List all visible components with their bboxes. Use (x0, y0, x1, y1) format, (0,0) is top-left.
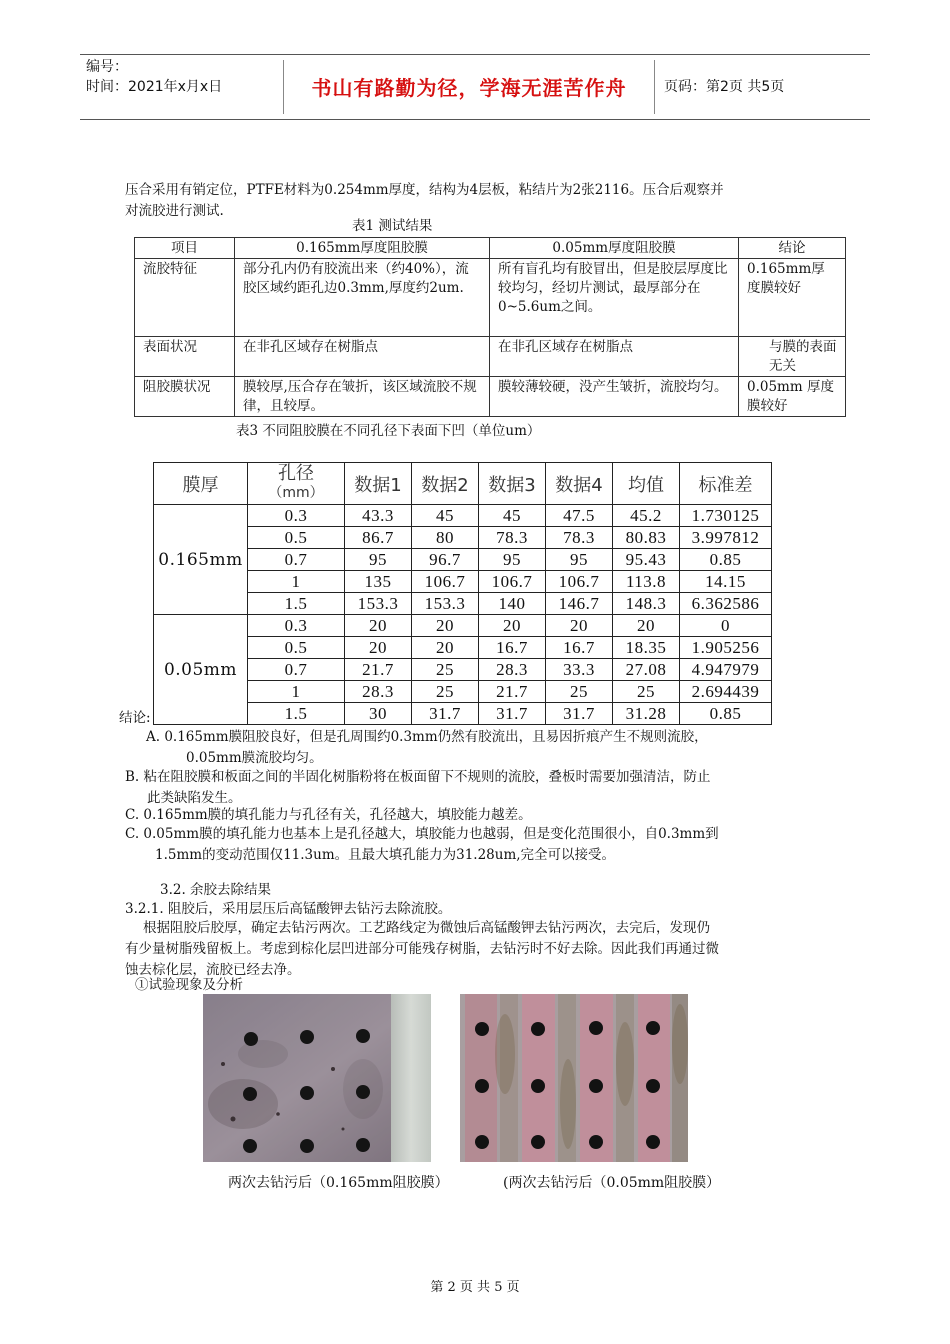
surface-dent-table (153, 462, 772, 725)
intro-line: 压合采用有销定位，PTFE材料为0.254mm厚度，结构为4层板，粘结片为2张2116。压合后观察并 (125, 182, 724, 198)
table-cell: 在非孔区域存在树脂点 (235, 337, 490, 377)
table-header-cell: 数据2 (412, 463, 479, 505)
page-footer: 第 2 页 共 5 页 (430, 1280, 520, 1295)
table-header-cell: 数据4 (546, 463, 613, 505)
table-cell: 95 (479, 549, 546, 571)
table-cell: 80 (412, 527, 479, 549)
table-row (154, 505, 772, 527)
intro-paragraph (125, 180, 865, 222)
table-cell: 在非孔区域存在树脂点 (490, 337, 739, 377)
table-cell: 6.362586 (680, 593, 772, 615)
table-cell: 表面状况 (135, 337, 235, 377)
body-line: 根据阻胶后胶厚，确定去钻污两次。工艺路线定为微蚀后高锰酸钾去钻污两次，去完后，发现仍 (143, 920, 710, 936)
table-cell: 20 (345, 615, 412, 637)
conclusion-b (125, 767, 865, 809)
photo-005mm-film (460, 994, 688, 1162)
table-cell: 28.3 (479, 659, 546, 681)
table-cell: 140 (479, 593, 546, 615)
caption-left: 两次去钻污后（0.165mm阻胶膜） (228, 1175, 449, 1191)
table-cell: 0.85 (680, 549, 772, 571)
table-cell: 106.7 (479, 571, 546, 593)
table-cell: 95 (345, 549, 412, 571)
body-line: 蚀去棕化层，流胶已经去净。 (125, 962, 301, 978)
table-cell: 14.15 (680, 571, 772, 593)
table-cell: 96.7 (412, 549, 479, 571)
table-cell: 16.7 (479, 637, 546, 659)
table-cell: 0.5 (248, 527, 345, 549)
table-header-cell: 膜厚 (154, 463, 248, 505)
table-cell: 95 (546, 549, 613, 571)
table-cell: 106.7 (412, 571, 479, 593)
table3-title: 表3 不同阻胶膜在不同孔径下表面下凹（单位um） (236, 423, 541, 439)
table-row (135, 337, 846, 377)
table-row (135, 377, 846, 417)
table-cell: 0.5 (248, 637, 345, 659)
table-cell: 20 (546, 615, 613, 637)
table-cell: 146.7 (546, 593, 613, 615)
table-cell: 80.83 (613, 527, 680, 549)
table-cell: 43.3 (345, 505, 412, 527)
conclusion-a (146, 727, 876, 769)
table-cell: 106.7 (546, 571, 613, 593)
table-cell: 95.43 (613, 549, 680, 571)
section-subheading: 3.2.1. 阻胶后，采用层压后高锰酸钾去钻污去除流胶。 (125, 901, 452, 917)
table-cell: 4.947979 (680, 659, 772, 681)
table-cell: 25 (412, 681, 479, 703)
table-header-cell (248, 463, 345, 505)
pore-size-unit: （mm） (268, 485, 324, 501)
table-cell: 31.7 (546, 703, 613, 725)
header-bottom-rule (80, 119, 870, 120)
table-cell: 25 (546, 681, 613, 703)
table-cell: 31.28 (613, 703, 680, 725)
table-cell: 18.35 (613, 637, 680, 659)
table-cell: 113.8 (613, 571, 680, 593)
conclusion-c2 (125, 824, 865, 866)
table-cell: 0.7 (248, 659, 345, 681)
table-cell: 28.3 (345, 681, 412, 703)
conclusion-line: 此类缺陷发生。 (147, 790, 242, 806)
table-cell: 86.7 (345, 527, 412, 549)
table-cell: 1 (248, 571, 345, 593)
table-header-cell: 项目 (135, 238, 235, 259)
table-cell: 45 (412, 505, 479, 527)
header-divider (283, 60, 284, 114)
observation-label: ①试验现象及分析 (135, 977, 243, 993)
table-cell: 膜较厚,压合存在皱折，该区域流胶不规律，且较厚。 (235, 377, 490, 417)
table-cell: 16.7 (546, 637, 613, 659)
table-cell: 1.5 (248, 593, 345, 615)
table-header-cell: 数据1 (345, 463, 412, 505)
table-header-cell: 0.165mm厚度阻胶膜 (235, 238, 490, 259)
film-thickness-cell: 0.165mm (154, 505, 248, 615)
conclusion-line: A. 0.165mm膜阻胶良好，但是孔周围约0.3mm仍然有胶流出，且易因折痕产生不规则流胶， (146, 729, 708, 745)
table-cell: 135 (345, 571, 412, 593)
table-cell: 0 (680, 615, 772, 637)
table-cell: 0.165mm厚度膜较好 (739, 259, 846, 337)
table-cell: 21.7 (345, 659, 412, 681)
table-cell: 1.5 (248, 703, 345, 725)
header-divider (654, 60, 655, 114)
table-cell: 1.730125 (680, 505, 772, 527)
conclusion-line: B. 粘在阻胶膜和板面之间的半固化树脂粉将在板面留下不规则的流胶，叠板时需要加强清洁，防止 (125, 769, 711, 785)
table-cell: 153.3 (345, 593, 412, 615)
table-header-cell: 结论 (739, 238, 846, 259)
table1-title: 表1 测试结果 (352, 218, 433, 234)
table-header-cell: 均值 (613, 463, 680, 505)
header-page-number: 页码：第2页 共5页 (664, 79, 785, 95)
micrograph-image (460, 994, 688, 1162)
table-header-cell: 数据3 (479, 463, 546, 505)
table-cell: 78.3 (546, 527, 613, 549)
table-header-cell: 标准差 (680, 463, 772, 505)
table-cell: 0.3 (248, 615, 345, 637)
table-cell: 所有盲孔均有胶冒出，但是胶层厚度比较均匀，经切片测试，最厚部分在0~5.6um之间。 (490, 259, 739, 337)
micrograph-image (203, 994, 431, 1162)
test-results-table (134, 237, 846, 417)
table-header-row (135, 238, 846, 259)
table-cell: 3.997812 (680, 527, 772, 549)
table-cell: 0.3 (248, 505, 345, 527)
table-cell: 与膜的表面无关 (739, 337, 846, 377)
table-header-cell: 0.05mm厚度阻胶膜 (490, 238, 739, 259)
table-cell: 1.905256 (680, 637, 772, 659)
table-cell: 0.7 (248, 549, 345, 571)
conclusion-line: 1.5mm的变动范围仅11.3um。且最大填孔能力为31.28um,完全可以接受。 (155, 847, 616, 863)
table-cell: 流胶特征 (135, 259, 235, 337)
section-heading: 3.2. 余胶去除结果 (160, 882, 272, 898)
body-line: 有少量树脂残留板上。考虑到棕化层凹进部分可能残存树脂，去钻污时不好去除。因此我们再通过微 (125, 941, 719, 957)
caption-right: (两次去钻污后（0.05mm阻胶膜） (503, 1175, 721, 1191)
table-cell: 20 (613, 615, 680, 637)
table-cell: 20 (412, 637, 479, 659)
conclusion-line: 0.05mm膜流胶均匀。 (186, 750, 323, 766)
doc-time-label: 时间：2021年x月x日 (86, 79, 223, 95)
table-cell: 0.05mm 厚度膜较好 (739, 377, 846, 417)
header-top-rule (80, 54, 870, 55)
conclusion-label: 结论: (119, 710, 151, 726)
table-cell: 153.3 (412, 593, 479, 615)
conclusion-c1: C. 0.165mm膜的填孔能力与孔径有关，孔径越大，填胶能力越差。 (125, 807, 532, 823)
table-cell: 148.3 (613, 593, 680, 615)
table-cell: 膜较薄较硬，没产生皱折，流胶均匀。 (490, 377, 739, 417)
doc-number-label: 编号： (86, 59, 128, 75)
table-cell: 47.5 (546, 505, 613, 527)
table-row (154, 615, 772, 637)
header-meta (86, 57, 222, 97)
table-cell: 31.7 (412, 703, 479, 725)
section-body (125, 918, 865, 981)
photo-0165mm-film (203, 994, 431, 1162)
table-cell: 阻胶膜状况 (135, 377, 235, 417)
table-cell: 部分孔内仍有胶流出来（约40%），流胶区域约距孔边0.3mm,厚度约2um. (235, 259, 490, 337)
film-thickness-cell: 0.05mm (154, 615, 248, 725)
table-cell: 30 (345, 703, 412, 725)
table-cell: 21.7 (479, 681, 546, 703)
table-header-row (154, 463, 772, 505)
table-cell: 2.694439 (680, 681, 772, 703)
conclusion-line: C. 0.05mm膜的填孔能力也基本上是孔径越大，填胶能力也越弱，但是变化范围很小，自0.3mm到 (125, 826, 719, 842)
table-cell: 31.7 (479, 703, 546, 725)
table-cell: 45 (479, 505, 546, 527)
table-cell: 1 (248, 681, 345, 703)
table-cell: 0.85 (680, 703, 772, 725)
header-motto: 书山有路勤为径，学海无涯苦作舟 (311, 76, 627, 100)
table-cell: 20 (479, 615, 546, 637)
table-cell: 20 (345, 637, 412, 659)
pore-size-header: 孔径 (278, 463, 314, 484)
table-cell: 25 (613, 681, 680, 703)
table-cell: 27.08 (613, 659, 680, 681)
table-cell: 20 (412, 615, 479, 637)
table-cell: 33.3 (546, 659, 613, 681)
table-row (135, 259, 846, 337)
intro-line: 对流胶进行测试. (125, 203, 224, 219)
table-cell: 25 (412, 659, 479, 681)
table-cell: 45.2 (613, 505, 680, 527)
table-cell: 78.3 (479, 527, 546, 549)
